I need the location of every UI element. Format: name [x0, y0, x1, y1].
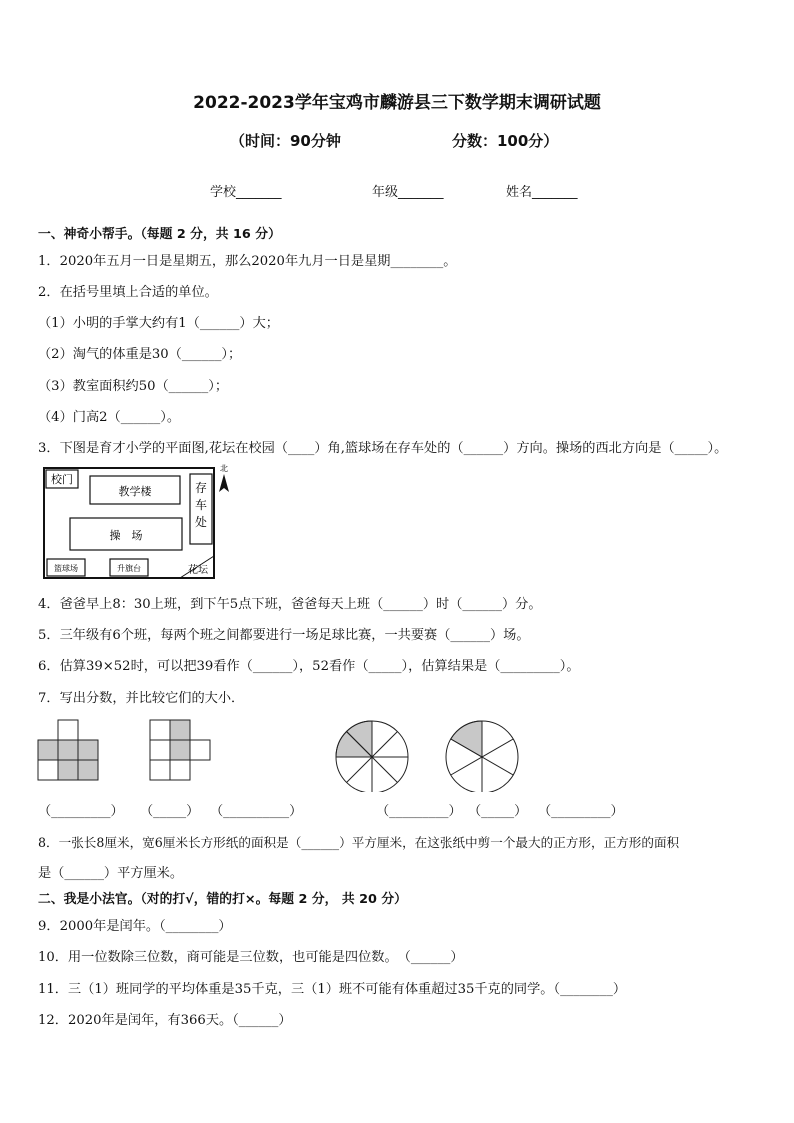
exam-score: 分数：100分）: [452, 132, 559, 150]
question-6: 6．估算39×52时，可以把39看作（______），52看作（_____），估算结果是（_________）。: [38, 659, 580, 674]
q7-blank-2[interactable]: （_____）: [140, 804, 200, 819]
fraction-figures: [0, 712, 560, 792]
school-map: [40, 460, 240, 582]
question-5: 5．三年级有6个班，每两个班之间都要进行一场足球比赛，一共要赛（______）场。: [38, 628, 530, 643]
map-gate: 校门: [51, 473, 73, 486]
map-garden: 花坛: [188, 565, 208, 576]
question-2-3: （3）教室面积约50（______）；: [38, 379, 229, 394]
map-basketball: 篮球场: [54, 564, 78, 573]
map-playground: 操 场: [109, 529, 143, 542]
question-1: 1．2020年五月一日是星期五，那么2020年九月一日是星期________。: [38, 254, 457, 269]
question-11: 11．三（1）班同学的平均体重是35千克，三（1）班不可能有体重超过35千克的同学。（________）: [38, 982, 627, 997]
map-north-label: 北: [220, 464, 228, 473]
section-2-title: 二、我是小法官。（对的打√，错的打×。每题 2 分， 共 20 分）: [38, 892, 407, 907]
q7-blank-6[interactable]: （_________）: [538, 804, 624, 819]
q7-blank-4[interactable]: （_________）: [376, 804, 462, 819]
question-2-2: （2）淘气的体重是30（______）；: [38, 347, 242, 362]
circle-figure-6ths: [446, 721, 518, 792]
grid-figure-2: [150, 720, 210, 780]
q7-blank-3[interactable]: （__________）: [210, 804, 303, 819]
question-4: 4．爸爸早上8：30上班，到下午5点下班，爸爸每天上班（______）时（______）分。: [38, 597, 542, 612]
map-storage-3: 处: [194, 515, 208, 529]
question-7: 7．写出分数，并比较它们的大小．: [38, 691, 245, 706]
q7-blank-5[interactable]: （_____）: [468, 804, 528, 819]
grade-field[interactable]: 年级_______: [372, 185, 444, 200]
section-1-title: 一、神奇小帮手。（每题 2 分，共 16 分）: [38, 227, 281, 242]
q7-blank-1[interactable]: （_________）: [38, 804, 124, 819]
circle-figure-8ths: [336, 721, 408, 792]
question-2-1: （1）小明的手掌大约有1（______）大；: [38, 316, 279, 331]
map-storage-2: 车: [194, 498, 208, 512]
question-12: 12．2020年是闰年，有366天。（______）: [38, 1013, 292, 1028]
exam-time: （时间：90分钟: [230, 132, 341, 150]
question-8-cont: 是（______）平方厘米。: [38, 866, 184, 881]
question-2: 2．在括号里填上合适的单位。: [38, 285, 218, 300]
grid-figure-1: [38, 720, 98, 780]
question-10: 10．用一位数除三位数，商可能是三位数，也可能是四位数。 （______）: [38, 950, 464, 965]
question-3: 3．下图是育才小学的平面图,花坛在校园（____）角,篮球场在存车处的（______）方向。操场的西北方向是（_____）。: [38, 441, 728, 456]
school-field[interactable]: 学校_______: [210, 185, 282, 200]
north-arrow-icon: [219, 474, 229, 492]
question-8: 8．一张长8厘米，宽6厘米长方形纸的面积是（______）平方厘米，在这张纸中剪一个最大的正方形，正方形的面积: [38, 835, 680, 850]
map-building: 教学楼: [118, 485, 152, 498]
question-2-4: （4）门高2（______）。: [38, 410, 181, 425]
page-title: 2022-2023学年宝鸡市麟游县三下数学期末调研试题: [193, 93, 601, 113]
map-storage-1: 存: [194, 481, 208, 495]
name-field[interactable]: 姓名_______: [506, 185, 578, 200]
map-flag: 升旗台: [117, 564, 141, 573]
question-9: 9．2000年是闰年。（________）: [38, 919, 232, 934]
